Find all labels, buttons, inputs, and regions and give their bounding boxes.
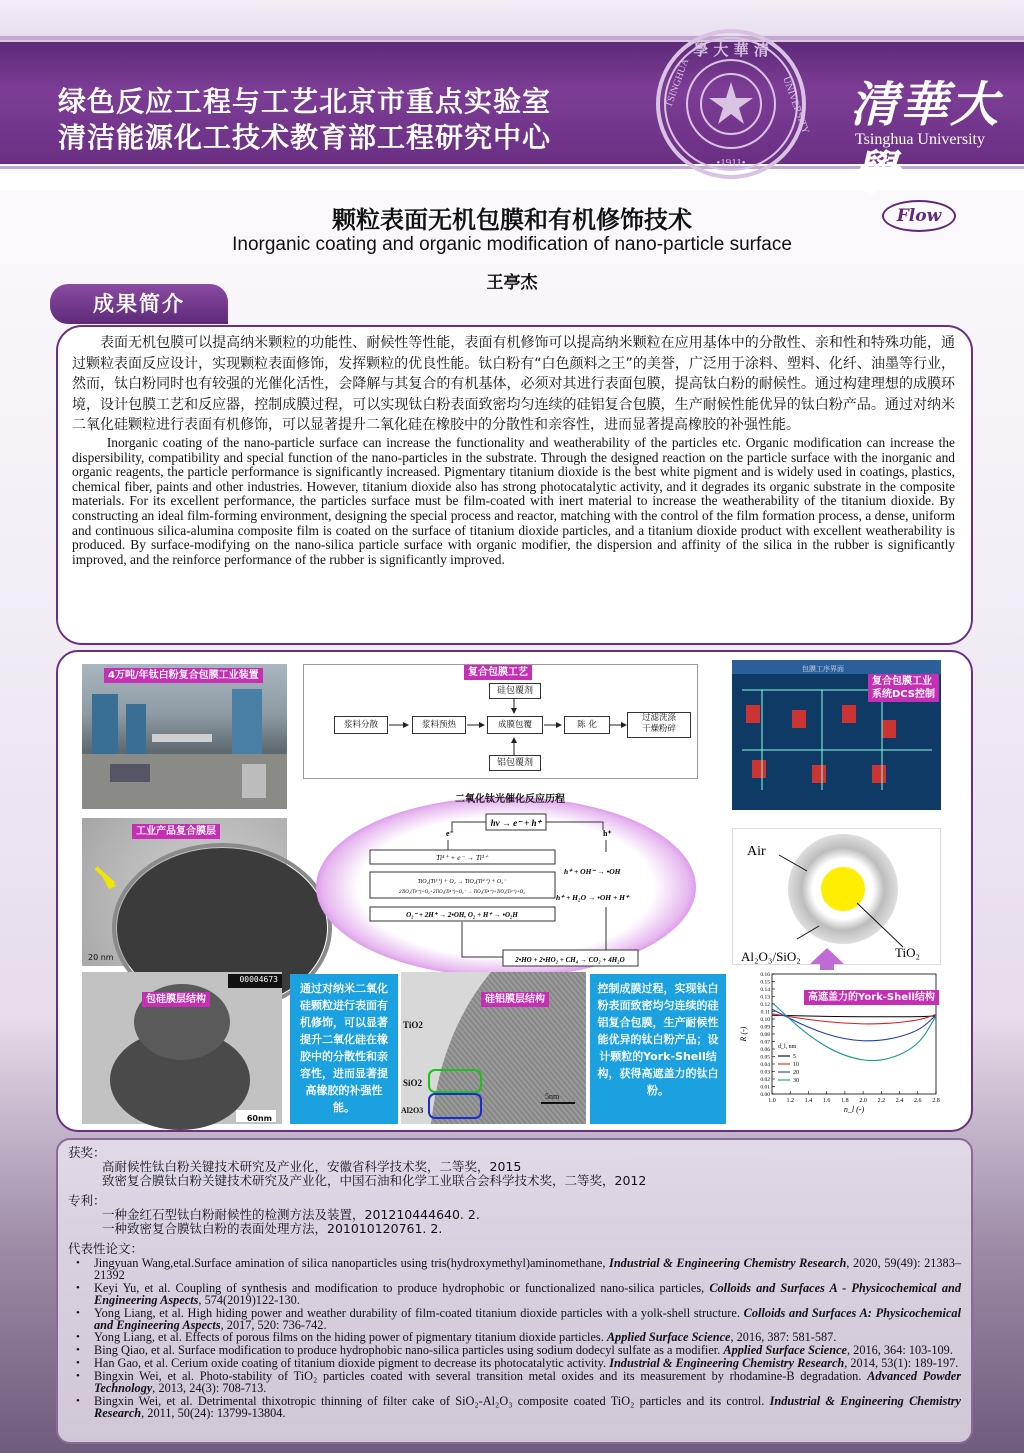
- intro-box: [56, 325, 973, 645]
- intro-text-en: Inorganic coating of the nano-particle surface can increase the functionality and weatherability of the particles etc. Organic modification can increase the dispersibility, compatibility and special function of the nano-particles in the substrate. Through the designed reaction on the particle surface with the inorganic and organic reagents, the particle performance is significantly increased. Pigmentary titanium dioxide is the best white pigment and is widely used in coatings, plastics, chemical fiber, paints and other industries. However, titanium dioxide also has strong photocatalytic activity, and it degrades its organic substrate in the composite materials. For its excellent performance, the particles surface must be film-coated with inert material to increase the weatherability of the titanium dioxide. By constructing an ideal film-forming environment, designing the special process and reactor, matching with the control of the film formation process, a dense, uniform and continuous silica-alumina composite film is coated on the surface of titanium dioxide particles, and a titanium dioxide product with excellent weatherability is produced. By surface-modifying on the nano-silica particle surface with organic modifier, the dispersion and affinity of the silica in the rubber is significantly improved, and the reinforce performance of the rubber is significantly improved.: [72, 434, 955, 567]
- series-line-5: [772, 1015, 936, 1017]
- svg-text:UNIVERSITY: UNIVERSITY: [780, 75, 812, 136]
- papers-heading: 代表性论文：: [68, 1241, 144, 1256]
- process-step: 浆料预热: [412, 716, 466, 734]
- tem1-scale: 20 nm: [88, 953, 114, 962]
- y-tick-label: 0.03: [760, 1069, 770, 1076]
- paper-item: • Han Gao, et al. Cerium oxide coating of titanium dioxide pigment to decrease its photocatalytic activity. Industrial & Engineering Chemistry Research, 2014, 53(1): 189-197.: [68, 1358, 961, 1370]
- legend-label: 5: [793, 1054, 796, 1060]
- lab-name-line2: 清洁能源化工技术教育部工程研究中心: [58, 121, 552, 154]
- patent-item: 一种致密复合膜钛白粉的表面处理方法，201010120761. 2.: [102, 1221, 443, 1236]
- header-stripe-top: [0, 36, 1024, 40]
- x-tick-label: 1.0: [768, 1098, 776, 1104]
- eq-r2a: TiO₂(Ti³⁺) + O₂ → TiO₂(Ti⁴⁺) + O₂⁻: [417, 879, 507, 885]
- eq-r4: h⁺ + OH⁻ → •OH: [564, 867, 621, 876]
- process-step: 浆料分散: [334, 716, 388, 734]
- paper-item: • Keyi Yu, et al. Coupling of synthesis and modification to produce hydrophobic or functionalized nano-silica particles, Colloids and Surfaces A - Physicochemical and Engineering Aspects, 574(2019)122-130.: [68, 1283, 961, 1307]
- paper-item: • Yong Liang, et al. High hiding power and weather durability of film-coated titanium dioxide particles with a yolk-shell structure. Colloids and Surfaces A: Physicochemical and Engineering Aspects, 2017, 520: 736-742.: [68, 1308, 961, 1332]
- legend-label: 10: [793, 1062, 799, 1068]
- dcs-label: 复合包膜工业 系统DCS控制: [868, 674, 939, 702]
- tem3-scale: 5nm: [545, 1092, 560, 1101]
- x-tick-label: 2.2: [877, 1098, 886, 1104]
- tem-sial: [401, 972, 586, 1124]
- svg-text:•1911•: •1911•: [716, 157, 746, 169]
- process-step: 成膜包覆: [487, 716, 543, 734]
- process-bottom-box: 铝包覆剂: [489, 755, 541, 771]
- tem2-counter: 00004673: [239, 975, 278, 984]
- papers-list: [68, 1258, 961, 1420]
- x-tick-label: 2.6: [914, 1098, 922, 1104]
- paper-item: • Jingyuan Wang,etal.Surface amination of silica nanoparticles using tris(hydroxymethyl)aminomethane, Industrial & Engineering Chemistry Research, 2020, 59(49): 21383–21392: [68, 1258, 961, 1282]
- y-tick-label: 0.09: [760, 1024, 770, 1031]
- patent-item: 一种金红石型钛白粉耐候性的检测方法及装置，201210444640. 2.: [102, 1207, 480, 1222]
- y-tick-label: 0.15: [760, 979, 770, 986]
- tem3-al2o3-label: Al2O3: [401, 1106, 424, 1115]
- patents-heading: 专利：: [68, 1193, 106, 1208]
- y-tick-label: 0.05: [760, 1054, 770, 1061]
- shell-air-label: Air: [747, 844, 766, 859]
- eq-r2b: 2TiO₂(Ti³⁺)+O₂+2TiO₂(Ti⁴⁺)+O₂⁻ → TiO₂(Ti⁴⁺)+TiO₂(Ti³⁺)+O₂: [399, 890, 525, 895]
- x-tick-label: 1.8: [841, 1098, 849, 1104]
- shell-coat-label: Al₂O₃/SiO₂: [741, 949, 801, 964]
- eq-e: e⁻: [446, 829, 454, 838]
- tem3-tio2-label: TiO2: [403, 1020, 423, 1030]
- award-item: 致密复合膜钛白粉关键技术研究及产业化，中国石油和化学工业联合会科学技术奖，二等奖，2012: [102, 1173, 647, 1188]
- tsinghua-seal-icon: [655, 28, 812, 180]
- lab-name-line1: 绿色反应工程与工艺北京市重点实验室: [58, 85, 552, 118]
- silica-label: 包硅膜层结构: [142, 992, 210, 1007]
- poster-title-cn: 颗粒表面无机包膜和有机修饰技术: [332, 206, 692, 234]
- x-axis-label: n_l (-): [843, 1105, 865, 1114]
- author: 王亭杰: [486, 273, 538, 293]
- y-tick-label: 0.08: [760, 1032, 770, 1038]
- reflectance-chart: [734, 970, 942, 1128]
- award-item: 高耐候性钛白粉关键技术研究及产业化，安徽省科学技术奖，二等奖，2015: [102, 1159, 522, 1174]
- awards-heading: 获奖：: [68, 1145, 106, 1160]
- achievements-box: [56, 1138, 973, 1444]
- y-tick-label: 0.11: [760, 1009, 770, 1016]
- legend-label: 20: [793, 1070, 799, 1076]
- reaction-title: 二氧化钛光催化反应历程: [455, 794, 565, 805]
- y-tick-label: 0.02: [760, 1077, 770, 1083]
- reaction-equations: [358, 812, 658, 972]
- y-tick-label: 0.07: [760, 1039, 770, 1046]
- y-tick-label: 0.12: [760, 1002, 770, 1008]
- y-tick-label: 0.00: [760, 1092, 770, 1098]
- x-tick-label: 1.6: [822, 1098, 831, 1104]
- paper-item: • Bingxin Wei, et al. Detrimental thixotropic thinning of filter cake of SiO₂-Al₂O₃ composite coated TiO₂ particles and its control. Industrial & Engineering Chemistry Research, 2011, 50(24): 13799-13804.: [68, 1396, 961, 1420]
- series-line-30: [772, 1003, 936, 1061]
- poster-title-en: Inorganic coating and organic modification of nano-particle surface: [232, 234, 792, 255]
- paper-item: • Bingxin Wei, et al. Photo-stability of TiO₂ particles coated with several transition metal oxides and its measurement by rhodamine-B degradation. Advanced Powder Technology, 2013, 24(3): 708-713.: [68, 1371, 961, 1395]
- eq-r1: Ti⁴⁺ + e⁻ → Ti³⁺: [436, 853, 488, 862]
- y-tick-label: 0.06: [760, 1047, 770, 1053]
- plant-equipment-icon: [82, 664, 287, 809]
- dcs-screen: [732, 660, 941, 810]
- eq-r5: h⁺ + H₂O → •OH + H⁺: [556, 893, 629, 902]
- plant-photo: [82, 664, 287, 809]
- x-tick-label: 2.0: [859, 1098, 867, 1104]
- eq-h: h⁺: [603, 829, 612, 838]
- tem-industrial-film: [82, 818, 287, 966]
- eq-top: hv → e⁻ + h⁺: [490, 818, 542, 828]
- svg-text:TSINGHUA: TSINGHUA: [663, 57, 692, 110]
- y-tick-label: 0.16: [760, 972, 770, 978]
- section-tab: 成果简介: [50, 284, 228, 324]
- flow-logo: Flow: [882, 200, 956, 232]
- sial-label: 硅铝膜层结构: [481, 992, 549, 1007]
- header: [0, 0, 1024, 202]
- university-name-en: Tsinghua University: [855, 131, 985, 148]
- plant-label: 4万吨/年钛白粉复合包膜工业装置: [104, 668, 263, 683]
- core-shell-diagram: [732, 828, 941, 965]
- y-axis-label: R (-): [739, 1026, 748, 1042]
- y-tick-label: 0.04: [760, 1062, 770, 1068]
- x-tick-label: 2.8: [932, 1098, 940, 1104]
- x-tick-label: 2.4: [895, 1098, 904, 1104]
- process-step: 过滤洗涤 干燥粉碎: [627, 712, 691, 738]
- process-title: 复合包膜工艺: [464, 665, 532, 680]
- university-logo-cn: 清華大學: [850, 77, 1001, 202]
- shell-core-label: TiO₂: [895, 945, 921, 960]
- x-tick-label: 1.4: [804, 1098, 813, 1104]
- paper-item: • Yong Liang, et al. Effects of porous films on the hiding power of pigmentary titanium dioxide particles. Applied Surface Science, 2016, 387: 581-587.: [68, 1332, 961, 1344]
- core-shell-icon: [733, 829, 942, 966]
- y-tick-label: 0.13: [760, 994, 770, 1001]
- intro-text-cn: 表面无机包膜可以提高纳米颗粒的功能性、耐候性等性能，表面有机修饰可以提高纳米颗粒在应用基体中的分散性、亲和性和特殊功能，通过颗粒表面反应设计，实现颗粒表面修饰，发挥颗粒的优良性能。钛白粉有“白色颜料之王”的美誉，广泛用于涂料、塑料、化纤、油墨等行业，然而，钛白粉同时也有较强的光催化活性，会降解与其复合的有机基体，必须对其进行表面包膜，提高钛白粉的耐候性。通过构建理想的成膜环境，设计包膜工艺和反应器，控制成膜过程，可以实现钛白粉表面致密均匀连续的硅铝复合包膜，生产耐候性能优异的钛白粉产品。通过对纳米二氧化硅颗粒进行表面有机修饰，可以显著提升二氧化硅在橡胶中的分散性和亲容性，进而显著提高橡胶的补强性能。: [72, 335, 955, 434]
- eq-r3: O₂⁻ + 2H⁺ → 2•OH, O₂ + H⁺ → •O₂H: [406, 911, 518, 919]
- paper-item: • Bing Qiao, et al. Surface modification to produce hydrophobic nano-silica particles using sodium dodecyl sulfate as a modifier. Applied Surface Science, 2016, 364: 103-109.: [68, 1345, 961, 1357]
- eq-r6: 2•HO + 2•HO₂ + CH₄ → CO₂ + 4H₂O: [515, 956, 625, 964]
- y-tick-label: 0.14: [760, 987, 770, 993]
- industrial-film-label: 工业产品复合膜层: [132, 824, 220, 839]
- yorkshell-label: 高遮盖力的York-Shell结构: [804, 990, 939, 1005]
- process-flow: [303, 664, 698, 779]
- y-tick-label: 0.10: [760, 1017, 770, 1023]
- svg-text:學 大 華 清: 學 大 華 清: [693, 41, 769, 59]
- figure-panel: [56, 650, 973, 1132]
- film-description: 控制成膜过程，实现钛白粉表面致密均匀连续的硅铝复合包膜，生产耐候性能优异的钛白粉产品；设计颗粒的York-Shell结构，获得高遮盖力的钛白粉。: [590, 974, 726, 1124]
- process-step: 陈 化: [564, 716, 610, 734]
- silica-description: 通过对纳米二氧化硅颗粒进行表面有机修饰，可以显著提升二氧化硅在橡胶中的分散性和亲容性，进而显著提高橡胶的补强性能。: [290, 974, 398, 1124]
- tem-particle-icon: [82, 818, 287, 966]
- x-tick-label: 1.2: [786, 1098, 794, 1104]
- tem3-sio2-label: SiO2: [403, 1078, 423, 1088]
- legend-title: d_l, nm: [778, 1044, 797, 1050]
- tem-silica: [82, 972, 282, 1124]
- process-top-box: 硅包覆剂: [489, 683, 541, 699]
- y-tick-label: 0.01: [760, 1084, 770, 1091]
- dcs-screen-title: 包膜工序界面: [802, 665, 844, 673]
- tem2-scale: 60nm: [246, 1114, 272, 1123]
- legend-label: 30: [793, 1078, 799, 1084]
